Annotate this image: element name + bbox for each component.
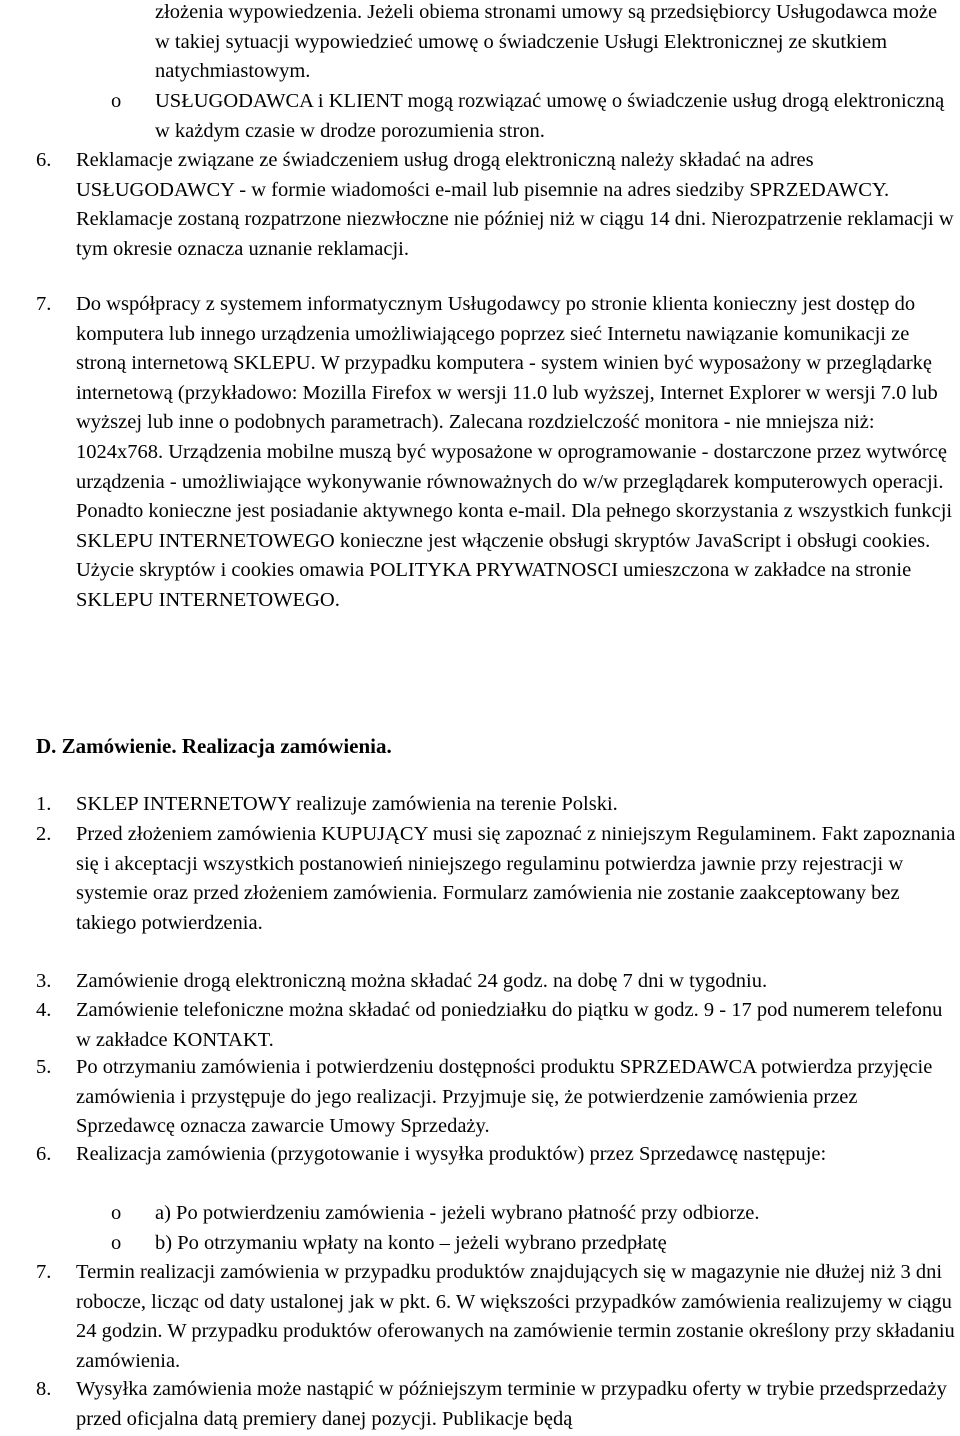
list-item-d2 <box>36 820 956 938</box>
list-item-text: Do współpracy z systemem informatycznym Usługodawcy po stronie klienta konieczny jest dostęp do komputera lub innego urządzenia umożliwiającego poprzez sieć Internetu nawiązanie komunikacji ze stroną internetową SKLEPU. W przypadku komputera - system winien być wyposażony w przeglądarkę internetową (przykładowo: Mozilla Firefox w wersji 11.0 lub wyższej, Internet Explorer w wersji 7.0 lub wyższej lub inne o podobnych parametrach). Zalecana rozdzielczość monitora - nie mniejsza niż: 1024x768. Urządzenia mobilne muszą być wyposażone w oprogramowanie - dostarczone przez wytwórcę urządzenia - umożliwiające wykonywanie równoważnych do w/w przeglądarek komputerowych operacji. Ponadto konieczne jest posiadanie aktywnego konta e-mail. Dla pełnego skorzystania z wszystkich funkcji SKLEPU INTERNETOWEGO konieczne jest włączenie obsługi skryptów JavaScript i obsługi cookies. Użycie skryptów i cookies omawia POLITYKA PRYWATNOSCI umieszczona w zakładce na stronie SKLEPU INTERNETOWEGO. <box>76 293 953 611</box>
list-item-text: Wysyłka zamówienia może nastąpić w późniejszym terminie w przypadku oferty w trybie przedsprzedaży przed oficjalna datą premiery danej pozycji. Publikacje będą <box>76 1378 947 1430</box>
list-item-number: 6. <box>36 149 52 171</box>
list-item-text: Po otrzymaniu zamówienia i potwierdzeniu dostępności produktu SPRZEDAWCA potwierdza przyjęcie zamówienia i przystępuje do jego realizacji. Przyjmuje się, że potwierdzenie zamówienia przez Sprzedawcę oznacza zawarcie Umowy Sprzedaży. <box>76 1056 933 1138</box>
list-item-d4 <box>36 996 956 1055</box>
sub-bullet-cod <box>111 1199 955 1229</box>
list-item-number: 5. <box>36 1056 52 1078</box>
bullet-marker: o <box>111 90 122 112</box>
sub-bullet-prepayment <box>111 1229 955 1259</box>
list-item-number: 4. <box>36 999 52 1021</box>
list-item-text: Zamówienie telefoniczne można składać od poniedziałku do piątku w godz. 9 - 17 pod numerem telefonu w zakładce KONTAKT. <box>76 999 943 1051</box>
list-item-number: 3. <box>36 970 52 992</box>
sub-bullet-text: USŁUGODAWCA i KLIENT mogą rozwiązać umowę o świadczenie usług drogą elektroniczną w każdym czasie w drodze porozumienia stron. <box>155 90 945 142</box>
list-item-d8 <box>36 1375 956 1434</box>
continuation-paragraph: złożenia wypowiedzenia. Jeżeli obiema stronami umowy są przedsiębiorcy Usługodawca może w takiej sytuacji wypowiedzieć umowę o świadczenie Usługi Elektronicznej ze skutkiem natychmiastowym. <box>155 1 938 83</box>
sub-bullet-text: b) Po otrzymaniu wpłaty na konto – jeżeli wybrano przedpłatę <box>155 1232 667 1254</box>
list-item-text: Realizacja zamówienia (przygotowanie i wysyłka produktów) przez Sprzedawcę następuje: <box>76 1143 827 1165</box>
list-item-text: Zamówienie drogą elektroniczną można składać 24 godz. na dobę 7 dni w tygodniu. <box>76 970 768 992</box>
list-item-d1 <box>36 790 956 820</box>
list-item-c7 <box>36 290 956 616</box>
bullet-marker: o <box>111 1232 122 1254</box>
list-item-number: 8. <box>36 1378 52 1400</box>
list-item-number: 7. <box>36 1261 52 1283</box>
list-item-text: Reklamacje związane ze świadczeniem usług drogą elektroniczną należy składać na adres USŁUGODAWCY - w formie wiadomości e-mail lub pisemnie na adres siedziby SPRZEDAWCY. Reklamacje zostaną rozpatrzone niezwłoczne nie później niż w ciągu 14 dni. Nierozpatrzenie reklamacji w tym okresie oznacza uznanie reklamacji. <box>76 149 954 260</box>
list-item-d7 <box>36 1258 956 1376</box>
bullet-marker: o <box>111 1202 122 1224</box>
section-heading: D. Zamówienie. Realizacja zamówienia. <box>36 734 392 758</box>
list-item-d6 <box>36 1140 956 1170</box>
sub-bullet-termination <box>111 87 955 146</box>
list-item-number: 7. <box>36 293 52 315</box>
list-item-c6 <box>36 146 956 264</box>
list-item-d5 <box>36 1053 956 1142</box>
list-item-text: Przed złożeniem zamówienia KUPUJĄCY musi się zapoznać z niniejszym Regulaminem. Fakt zapoznania się i akceptacji wszystkich postanowień niniejszego regulaminu potwierdza jawnie przy rejestracji w systemie oraz przed złożeniem zamówienia. Formularz zamówienia nie zostanie zaakceptowany bez takiego potwierdzenia. <box>76 823 956 934</box>
list-item-number: 6. <box>36 1143 52 1165</box>
sub-bullet-text: a) Po potwierdzeniu zamówienia - jeżeli wybrano płatność przy odbiorze. <box>155 1202 760 1224</box>
list-item-number: 1. <box>36 793 52 815</box>
list-item-d3 <box>36 967 956 997</box>
list-item-number: 2. <box>36 823 52 845</box>
list-item-text: SKLEP INTERNETOWY realizuje zamówienia na terenie Polski. <box>76 793 618 815</box>
list-item-text: Termin realizacji zamówienia w przypadku produktów znajdujących się w magazynie nie dłużej niż 3 dni robocze, licząc od daty ustalonej jak w pkt. 6. W większości przypadków zamówienia realizujemy w ciągu 24 godzin. W przypadku produktów oferowanych na zamówienie termin zostanie określony przy składaniu zamówienia. <box>76 1261 955 1372</box>
